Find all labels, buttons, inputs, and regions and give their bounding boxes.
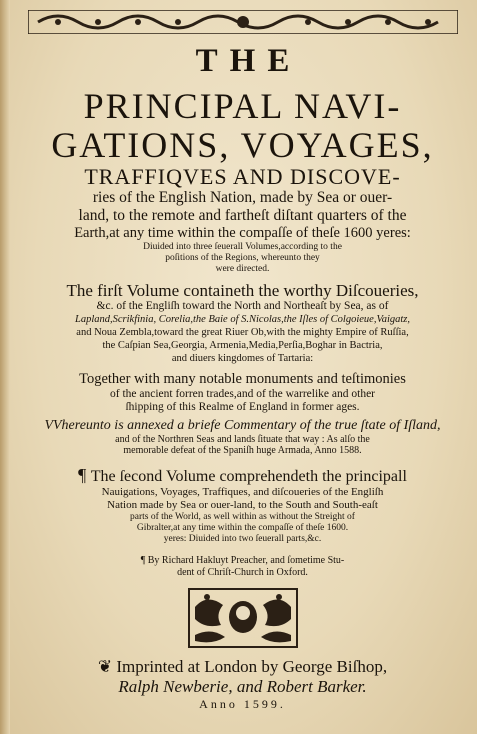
pilcrow-mark: ¶ <box>78 465 91 485</box>
imprint-anno: Anno 1599. <box>199 697 286 711</box>
volume1-line-4: and Noua Zembla,toward the great Riuer Ob,with the mighty Empire of Ruſſia, <box>76 327 409 338</box>
title-line-6: Earth,at any time within the compaſſe of theſe 1600 yeres: <box>74 225 411 241</box>
together-line-3: ſhipping of this Realme of England in former ages. <box>125 401 360 413</box>
volume2-line-5: Gibralter,at any time within the compaſſe of theſe 1600. <box>136 523 349 533</box>
title-line-3: TRAFFIQVES AND DISCOVE- <box>84 164 401 189</box>
imprint-line-1-text: Imprinted at London by George Biſhop, <box>116 657 388 676</box>
whereunto-line-3: memorable defeat of the Spaniſh huge Armada, Anno 1588. <box>123 445 362 456</box>
title-line-7: Diuided into three ſeuerall Volumes,according to the <box>143 242 342 252</box>
together-line-1: Together with many notable monuments and teſtimonies <box>79 371 406 387</box>
the-heading: THE <box>195 43 302 79</box>
imprint <box>30 657 455 712</box>
title-line-5: land, to the remote and fartheſt diſtant quarters of the <box>78 207 407 224</box>
whereunto-line-1: VVhereunto is annexed a briefe Commentary of the true ſtate of Iſland, <box>44 418 441 433</box>
title-line-1: PRINCIPAL NAVI- <box>83 86 402 126</box>
volume2-line-1 <box>30 466 455 486</box>
whereunto-line-2: and of the Northren Seas and lands ſituate that way : As alſo the <box>115 434 370 445</box>
imprint-line-1 <box>30 657 455 677</box>
title-line-8: poſitions of the Regions, whereunto they <box>165 253 320 263</box>
printer-ornament <box>30 587 455 649</box>
author-line-1-text: By Richard Hakluyt Preacher, and ſometime Stu- <box>147 555 345 566</box>
pilcrow-mark: ¶ <box>140 555 148 566</box>
together-line-2: of the ancient forren trades,and of the warrelike and other <box>109 388 376 400</box>
volume2-line-2: Nauigations, Voyages, Traffiques, and diſcoueries of the Engliſh <box>101 486 384 498</box>
volume2-line-3: Nation made by Sea or ouer-land, to the South and South-eaſt <box>107 499 378 511</box>
volume1-line-2: &c. of the Engliſh toward the North and Northeaſt by Sea, as of <box>96 300 389 312</box>
author-line-1 <box>30 555 455 567</box>
pilcrow-mark: ❦ <box>97 657 117 676</box>
volume2-line-6: yeres: Diuided into two ſeuerall parts,&c. <box>163 534 322 544</box>
volume1-line-6: and diuers kingdomes of Tartaria: <box>171 353 314 364</box>
volume1-line-1: The firſt Volume containeth the worthy Diſcoueries, <box>66 281 419 300</box>
volume2-line-1-text: The ſecond Volume comprehendeth the principall <box>90 468 407 485</box>
author-line-2: dent of Chriſt-Church in Oxford. <box>177 567 308 578</box>
imprint-line-2: Ralph Newberie, and Robert Barker. <box>118 677 367 696</box>
title-line-4: ries of the English Nation, made by Sea or ouer- <box>92 189 393 206</box>
volume1-line-5: the Caſpian Sea,Georgia, Armenia,Media,Perſia,Boghar in Bactria, <box>102 340 383 351</box>
volume1-line-3: Lapland,Scrikfinia, Corelia,the Baie of S.Nicolas,the Iſles of Colgoieue,Vaigatz, <box>74 314 410 325</box>
page-edge <box>0 0 10 734</box>
volume2-line-4: parts of the World, as well within as without the Streight of <box>130 512 355 522</box>
title-line-9: were directed. <box>215 264 270 274</box>
title-line-2: GATIONS, VOYAGES, <box>51 125 434 165</box>
top-border-ornament <box>24 8 461 36</box>
